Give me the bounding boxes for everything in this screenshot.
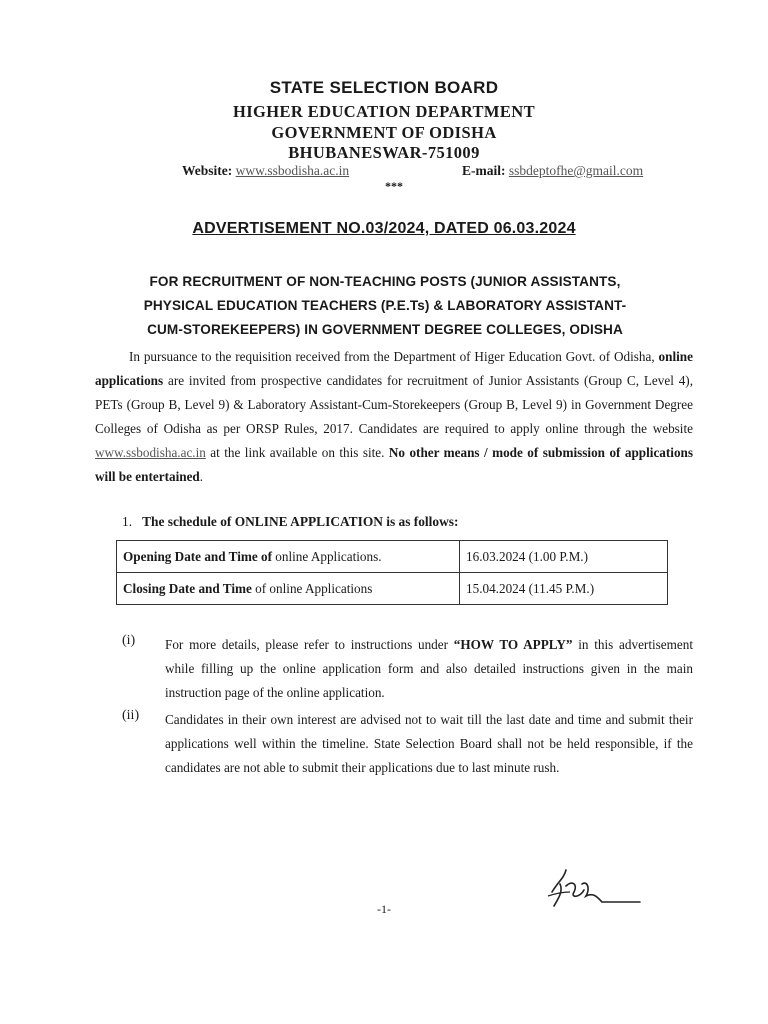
table-row <box>117 573 668 605</box>
email-group <box>462 163 643 179</box>
note-text <box>165 633 693 705</box>
table-cell-label <box>117 541 460 573</box>
note-text <box>165 708 693 780</box>
table-cell-value: 15.04.2024 (11.45 P.M.) <box>460 573 668 605</box>
subject-line: FOR RECRUITMENT OF NON-TEACHING POSTS (JUNIOR ASSISTANTS, <box>149 274 621 289</box>
table-cell-value: 16.03.2024 (1.00 P.M.) <box>460 541 668 573</box>
email-link[interactable]: ssbdeptofhe@gmail.com <box>508 163 644 178</box>
website-label: Website: <box>182 163 233 178</box>
board-title: STATE SELECTION BOARD <box>269 78 499 97</box>
note-text-part: Candidates in their own interest are advised not to wait till the last date and time and submit their applications well within the timeline. State Selection Board shall not be held responsible, if the candidates are not able to submit their applications due to last minute rush. <box>165 712 693 775</box>
subject-heading <box>95 270 675 342</box>
schedule-table <box>116 540 668 605</box>
intro-text: . <box>199 469 204 484</box>
intro-text: at the link available on this site. <box>205 445 385 460</box>
contact-line <box>182 163 642 179</box>
page-number: -1- <box>377 902 391 916</box>
note-bold: “HOW TO APPLY” <box>453 637 573 652</box>
intro-bold-warning: No other means / mode of submission of applications will be entertained <box>95 445 694 484</box>
note-number: (ii) <box>122 708 140 723</box>
note-text-part: For more details, please refer to instructions under <box>165 637 454 652</box>
signature-image <box>544 862 644 918</box>
label-bold: Closing Date and Time <box>123 580 252 596</box>
label-rest: of online Applications <box>251 580 373 596</box>
subject-line: CUM-STOREKEEPERS) IN GOVERNMENT DEGREE COLLEGES, ODISHA <box>147 322 623 337</box>
city-title: BHUBANESWAR-751009 <box>288 143 480 162</box>
label-rest: online Applications. <box>272 548 382 564</box>
intro-website-link[interactable]: www.ssbodisha.ac.in <box>95 445 206 460</box>
website-link[interactable]: www.ssbodisha.ac.in <box>235 163 350 178</box>
label-bold: Opening Date and Time of <box>123 548 272 564</box>
advertisement-title: ADVERTISEMENT NO.03/2024, DATED 06.03.2024 <box>192 220 576 237</box>
schedule-number: 1. <box>122 514 133 529</box>
subject-line: PHYSICAL EDUCATION TEACHERS (P.E.Ts) & LABORATORY ASSISTANT- <box>143 298 627 313</box>
intro-bold-online: online applications <box>95 349 693 388</box>
table-cell-label <box>117 573 460 605</box>
separator-stars: *** <box>385 179 403 193</box>
intro-text: are invited from prospective candidates for recruitment of Junior Assistants (Group C, Level 4), PETs (Group B, Level 9) & Laboratory Assistant-Cum-Storekeepers (Group B, Level 9) in Government Degree Colleges of Odisha as per ORSP Rules, 2017. Candidates are required to apply online through the website <box>95 373 693 436</box>
department-title: HIGHER EDUCATION DEPARTMENT <box>232 102 536 121</box>
schedule-heading-text: The schedule of ONLINE APPLICATION is as follows: <box>142 514 459 529</box>
schedule-heading <box>122 514 458 530</box>
intro-paragraph <box>95 345 693 489</box>
table-row <box>117 541 668 573</box>
intro-text: In pursuance to the requisition received from the Department of Higer Education Govt. of Odisha, <box>129 349 659 364</box>
email-label: E-mail: <box>462 163 506 178</box>
note-number: (i) <box>122 633 136 648</box>
government-title: GOVERNMENT OF ODISHA <box>271 123 497 142</box>
note-text-part: in this advertisement while filling up the online application form and also detailed instructions given in the main instruction page of the online application. <box>165 637 693 700</box>
